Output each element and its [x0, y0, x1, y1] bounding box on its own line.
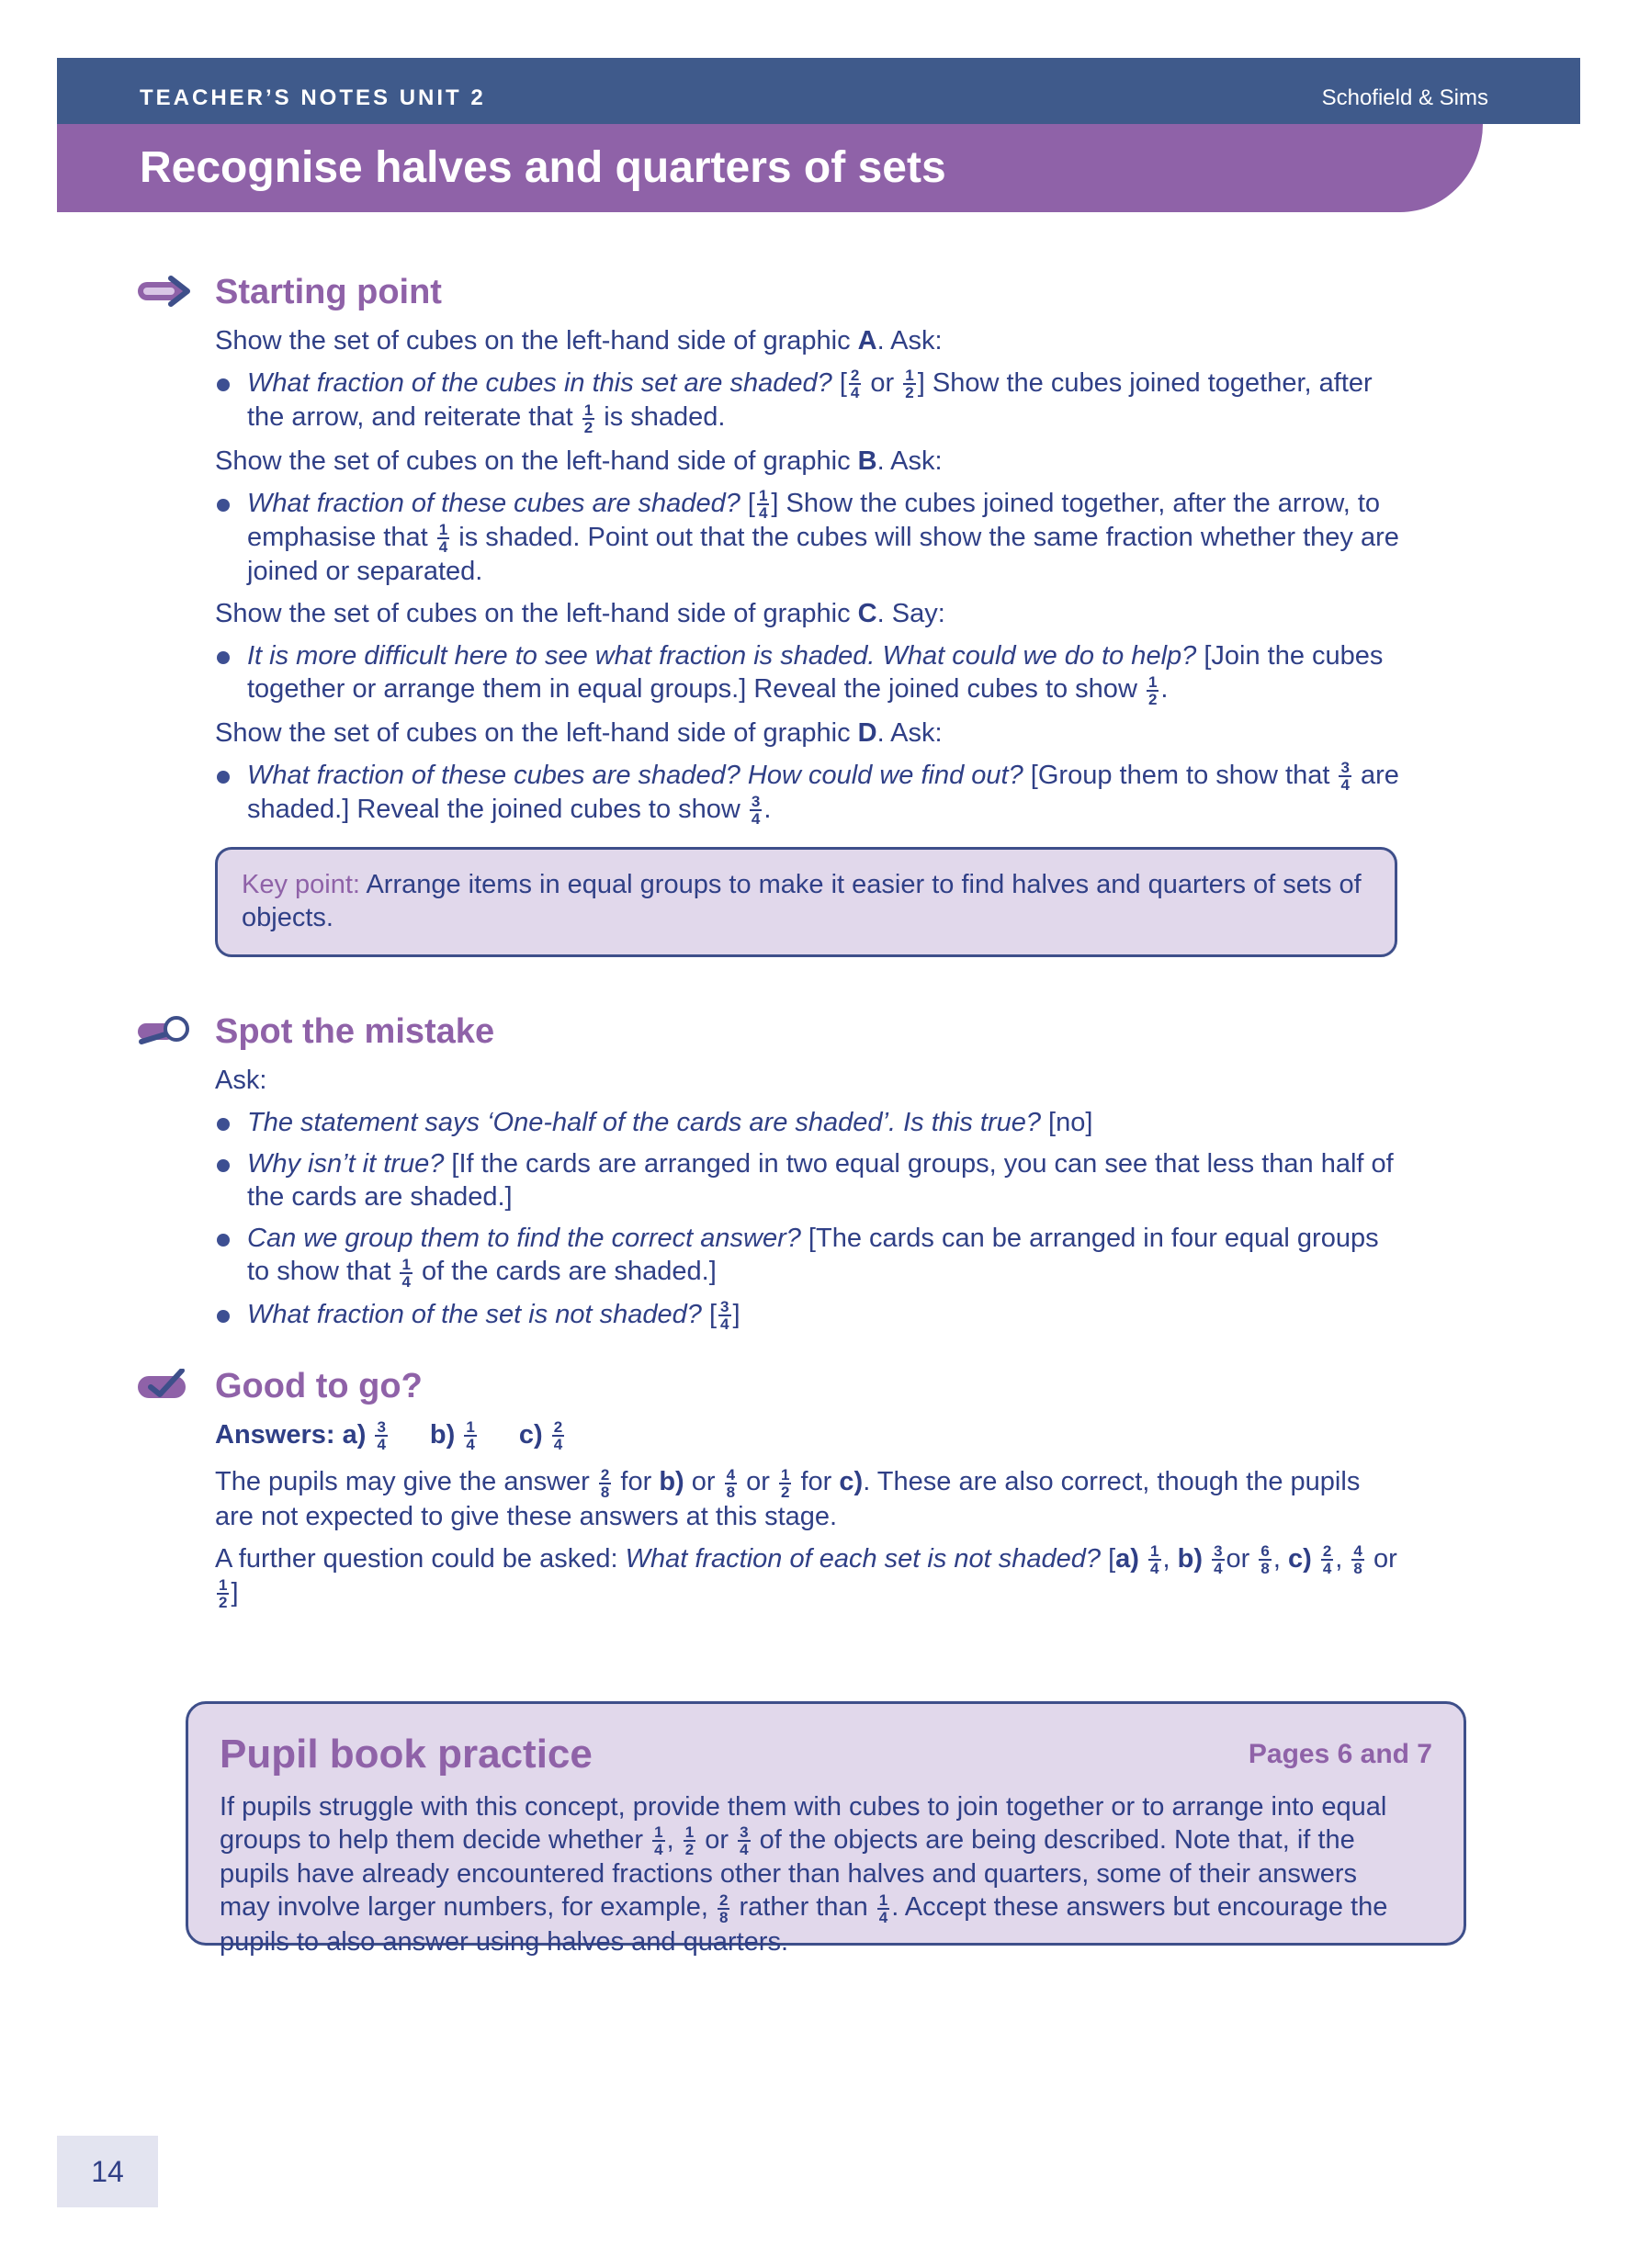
fraction: $\frac{3}{4}$: [1340, 759, 1350, 795]
fraction: $\frac{1}{2}$: [583, 401, 593, 436]
bullet-list: [215, 487, 1400, 589]
page-title: Recognise halves and quarters of sets: [140, 143, 946, 192]
tick-icon: [138, 1369, 191, 1402]
fraction: $\frac{1}{4}$: [438, 521, 448, 557]
key-point-box: [215, 847, 1397, 957]
bullet-list: [215, 1106, 1400, 1332]
fraction: $\frac{2}{4}$: [1322, 1542, 1332, 1578]
intro-text: Show the set of cubes on the left-hand side of graphic A. Ask:: [215, 326, 943, 355]
further-question: A further question could be asked: What fraction of each set is not shaded? [a) $\frac{1}{4}$ , b) $\frac{3}{4}$ or $\frac{6}{8}$ , c) $\frac{2}{4}$ , $\frac{4}{8}$ or $\frac{1}{2}$ ]: [215, 1542, 1397, 1612]
fraction: $\frac{1}{4}$: [466, 1418, 475, 1454]
title-bar: [57, 124, 1483, 212]
fraction: $\frac{3}{4}$: [751, 793, 761, 829]
fraction: $\frac{4}{8}$: [1353, 1542, 1362, 1578]
list-item: The statement says ‘One-half of the cards are shaded’. Is this true? [no]: [215, 1106, 1400, 1139]
magnifier-icon: [138, 1014, 191, 1047]
intro-text: Show the set of cubes on the left-hand side of graphic C. Say:: [215, 599, 945, 629]
fraction: $\frac{3}{4}$: [377, 1418, 386, 1454]
pupil-practice-title: Pupil book practice: [220, 1732, 593, 1777]
fraction: $\frac{1}{4}$: [401, 1255, 411, 1291]
fraction: $\frac{3}{4}$: [740, 1823, 749, 1859]
fraction: $\frac{2}{4}$: [553, 1418, 563, 1454]
fraction: $\frac{1}{4}$: [654, 1823, 663, 1859]
unit-label: TEACHER’S NOTES UNIT 2: [140, 85, 486, 110]
fraction: $\frac{3}{4}$: [720, 1298, 729, 1334]
spot-mistake-heading: [215, 1010, 1400, 1053]
fraction: $\frac{2}{8}$: [718, 1890, 729, 1926]
fraction: $\frac{4}{8}$: [726, 1465, 736, 1501]
heading-text: Good to go?: [215, 1367, 423, 1406]
list-item: What fraction of these cubes are shaded? How could we find out? [Group them to show that $\frac{3}{4}$ are shaded.] Reveal the joined cubes to show $\frac{3}{4}$ .: [215, 759, 1400, 828]
fraction: $\frac{1}{2}$: [684, 1823, 695, 1859]
key-point-text: Arrange items in equal groups to make it easier to find halves and quarters of sets of objects.: [242, 870, 1362, 933]
page-number: 14: [57, 2136, 158, 2207]
fraction: $\frac{1}{4}$: [1150, 1542, 1159, 1578]
fraction: $\frac{3}{4}$: [1214, 1542, 1223, 1578]
fraction: $\frac{1}{4}$: [878, 1890, 888, 1926]
publisher-label: Schofield & Sims: [1321, 85, 1488, 110]
fraction: $\frac{2}{4}$: [850, 367, 860, 402]
good-to-go-heading: [215, 1365, 1400, 1407]
key-point-label: Key point:: [242, 870, 360, 900]
arrow-icon: [138, 275, 191, 308]
intro-text: Show the set of cubes on the left-hand side of graphic D. Ask:: [215, 717, 943, 748]
fraction: $\frac{1}{2}$: [219, 1576, 228, 1612]
answers-line: Answers: a) $\frac{3}{4}$ b) $\frac{1}{4}$ c) $\frac{2}{4}$: [215, 1418, 563, 1454]
list-item: What fraction of the set is not shaded? [ $\frac{3}{4}$ ]: [215, 1298, 1400, 1332]
header-bar: [57, 58, 1580, 124]
main-content: [215, 271, 1400, 1619]
fraction: $\frac{2}{8}$: [600, 1465, 610, 1501]
list-item: Can we group them to find the correct answer? [The cards can be arranged in four equal groups to show that $\frac{1}{4}$ of the cards are shaded.]: [215, 1222, 1400, 1289]
fraction: $\frac{6}{8}$: [1260, 1542, 1270, 1578]
pupil-practice-text: If pupils struggle with this concept, provide them with cubes to join together or to arrange into equal groups to help them decide whether $\frac{1}{4}$ , $\frac{1}{2}$ or $\frac{3}{4}$ of the objects are being described. Note that, if the pupils have already encountered fractions other than halves and quarters, some of their answers may involve larger numbers, for example, $\frac{2}{8}$ rather than $\frac{1}{4}$ . Accept these answers but encourage the pupils to also answer using halves and quarters.: [220, 1792, 1388, 1957]
pupil-practice-pages: Pages 6 and 7: [1248, 1739, 1432, 1769]
fraction: $\frac{1}{2}$: [1147, 672, 1158, 708]
pupil-book-practice-box: [186, 1701, 1466, 1957]
fraction: $\frac{1}{2}$: [905, 367, 914, 402]
bullet-list: [215, 759, 1400, 828]
list-item: Why isn’t it true? [If the cards are arranged in two equal groups, you can see that less than half of the cards are shaded.]: [215, 1147, 1400, 1213]
starting-point-heading: [215, 271, 1400, 313]
fraction: $\frac{1}{4}$: [758, 487, 768, 523]
list-item: It is more difficult here to see what fraction is shaded. What could we do to help? [Join the cubes together or arrange them in equal groups.] Reveal the joined cubes to show $\frac{1}{2}$ .: [215, 639, 1400, 706]
heading-text: Spot the mistake: [215, 1012, 495, 1052]
fraction: $\frac{1}{2}$: [780, 1465, 790, 1501]
list-item: What fraction of these cubes are shaded? [ $\frac{1}{4}$ ] Show the cubes joined together, after the arrow, to emphasise that $\frac{1}{4}$ is shaded. Point out that the cubes will show the same fraction whether they are joined or separated.: [215, 487, 1400, 589]
intro-text: Show the set of cubes on the left-hand side of graphic B. Ask:: [215, 446, 943, 476]
answers-note: The pupils may give the answer $\frac{2}{8}$ for b) or $\frac{4}{8}$ or $\frac{1}{2}$ for c). These are also correct, though the pupils are not expected to give these answers at this stage.: [215, 1465, 1361, 1531]
heading-text: Starting point: [215, 273, 442, 311]
bullet-list: [215, 367, 1400, 435]
bullet-list: [215, 639, 1400, 706]
intro-text: Ask:: [215, 1066, 267, 1096]
list-item: What fraction of the cubes in this set are shaded? [ $\frac{2}{4}$ or $\frac{1}{2}$ ] Show the cubes joined together, after the arrow, and reiterate that $\frac{1}{2}$ is shaded.: [215, 367, 1400, 435]
